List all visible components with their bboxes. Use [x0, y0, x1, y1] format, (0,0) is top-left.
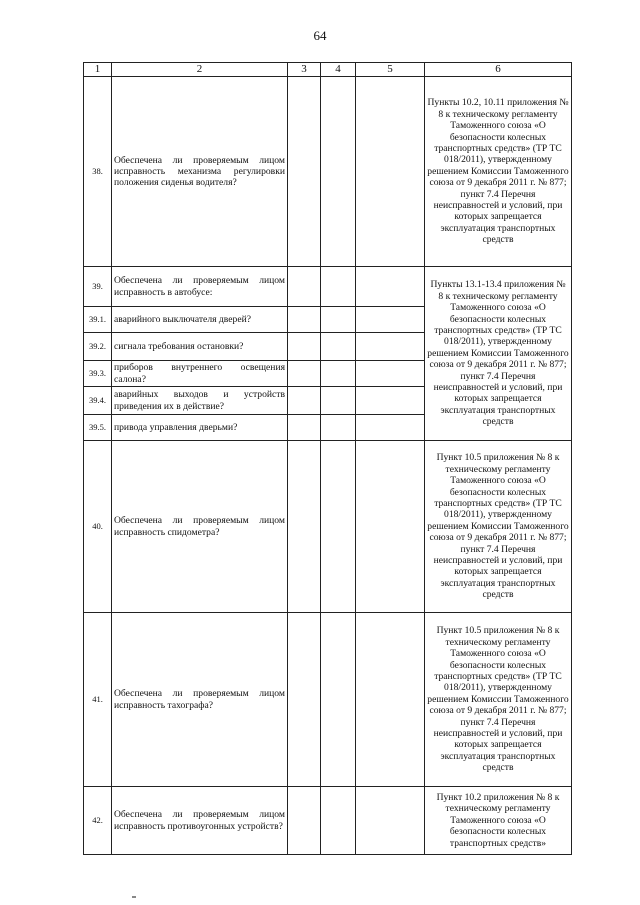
cell-col-5 — [356, 387, 425, 415]
row-number: 40. — [84, 441, 112, 613]
cell-col-5 — [356, 613, 425, 787]
header-row — [84, 63, 572, 77]
header-col-1: 1 — [84, 63, 112, 77]
cell-col-3 — [288, 787, 321, 855]
cell-col-5 — [356, 441, 425, 613]
cell-col-4 — [321, 387, 356, 415]
row-question: Обеспечена ли проверяемым лицом исправность тахографа? — [112, 613, 288, 787]
cell-col-3 — [288, 333, 321, 361]
row-question: приборов внутреннего освещения салона? — [112, 361, 288, 387]
cell-col-4 — [321, 361, 356, 387]
table-row — [84, 267, 572, 307]
header-col-5: 5 — [356, 63, 425, 77]
cell-col-3 — [288, 613, 321, 787]
cell-col-5 — [356, 267, 425, 307]
cell-col-4 — [321, 333, 356, 361]
cell-col-5 — [356, 415, 425, 441]
row-question: Обеспечена ли проверяемым лицом исправность механизма регулировки положения сиденья водителя? — [112, 77, 288, 267]
row-number: 39.4. — [84, 387, 112, 415]
row-number: 42. — [84, 787, 112, 855]
header-col-3: 3 — [288, 63, 321, 77]
row-question: Обеспечена ли проверяемым лицом исправность спидометра? — [112, 441, 288, 613]
table-row — [84, 787, 572, 855]
checklist-table — [83, 62, 572, 855]
cell-col-3 — [288, 361, 321, 387]
cell-col-4 — [321, 307, 356, 333]
table-row — [84, 77, 572, 267]
row-question: аварийных выходов и устройств приведения их в действие? — [112, 387, 288, 415]
row-number: 39.1. — [84, 307, 112, 333]
cell-col-3 — [288, 387, 321, 415]
row-reference: Пункты 13.1-13.4 приложения № 8 к техническому регламенту Таможенного союза «О безопасности колесных транспортных средств» (ТР ТС 018/2011), утвержденному решением Комиссии Таможенного союза от 9 декабря 2011 г. № 877; пункт 7.4 Перечня неисправностей и условий, при которых запрещается эксплуатация транспортных средств — [425, 267, 572, 441]
row-question: привода управления дверьми? — [112, 415, 288, 441]
cell-col-3 — [288, 415, 321, 441]
row-reference: Пункты 10.2, 10.11 приложения № 8 к техническому регламенту Таможенного союза «О безопасности колесных транспортных средств» (ТР ТС 018/2011), утвержденному решением Комиссии Таможенного союза от 9 декабря 2011 г. № 877; пункт 7.4 Перечня неисправностей и условий, при которых запрещается эксплуатация транспортных средств — [425, 77, 572, 267]
row-number: 39.3. — [84, 361, 112, 387]
cell-col-4 — [321, 415, 356, 441]
row-question: аварийного выключателя дверей? — [112, 307, 288, 333]
cell-col-3 — [288, 307, 321, 333]
scan-artifact — [132, 896, 136, 898]
row-number: 39.2. — [84, 333, 112, 361]
header-col-4: 4 — [321, 63, 356, 77]
cell-col-5 — [356, 307, 425, 333]
cell-col-3 — [288, 267, 321, 307]
row-question: сигнала требования остановки? — [112, 333, 288, 361]
cell-col-4 — [321, 77, 356, 267]
cell-col-5 — [356, 77, 425, 267]
page-number: 64 — [313, 28, 327, 43]
row-number: 38. — [84, 77, 112, 267]
row-reference: Пункт 10.5 приложения № 8 к техническому регламенту Таможенного союза «О безопасности колесных транспортных средств» (ТР ТС 018/2011), утвержденному решением Комиссии Таможенного союза от 9 декабря 2011 г. № 877; пункт 7.4 Перечня неисправностей и условий, при которых запрещается эксплуатация транспортных средств — [425, 613, 572, 787]
table-row — [84, 613, 572, 787]
row-reference: Пункт 10.2 приложения № 8 к техническому регламенту Таможенного союза «О безопасности колесных транспортных средств» — [425, 787, 572, 855]
row-number: 39.5. — [84, 415, 112, 441]
row-number: 39. — [84, 267, 112, 307]
cell-col-4 — [321, 267, 356, 307]
header-col-6: 6 — [425, 63, 572, 77]
cell-col-5 — [356, 787, 425, 855]
cell-col-4 — [321, 613, 356, 787]
cell-col-3 — [288, 77, 321, 267]
cell-col-4 — [321, 787, 356, 855]
cell-col-3 — [288, 441, 321, 613]
row-question: Обеспечена ли проверяемым лицом исправность противоугонных устройств? — [112, 787, 288, 855]
header-col-2: 2 — [112, 63, 288, 77]
table-row — [84, 441, 572, 613]
cell-col-5 — [356, 333, 425, 361]
cell-col-5 — [356, 361, 425, 387]
row-number: 41. — [84, 613, 112, 787]
cell-col-4 — [321, 441, 356, 613]
row-reference: Пункт 10.5 приложения № 8 к техническому регламенту Таможенного союза «О безопасности колесных транспортных средств» (ТР ТС 018/2011), утвержденному решением Комиссии Таможенного союза от 9 декабря 2011 г. № 877; пункт 7.4 Перечня неисправностей и условий, при которых запрещается эксплуатация транспортных средств — [425, 441, 572, 613]
row-question: Обеспечена ли проверяемым лицом исправность в автобусе: — [112, 267, 288, 307]
